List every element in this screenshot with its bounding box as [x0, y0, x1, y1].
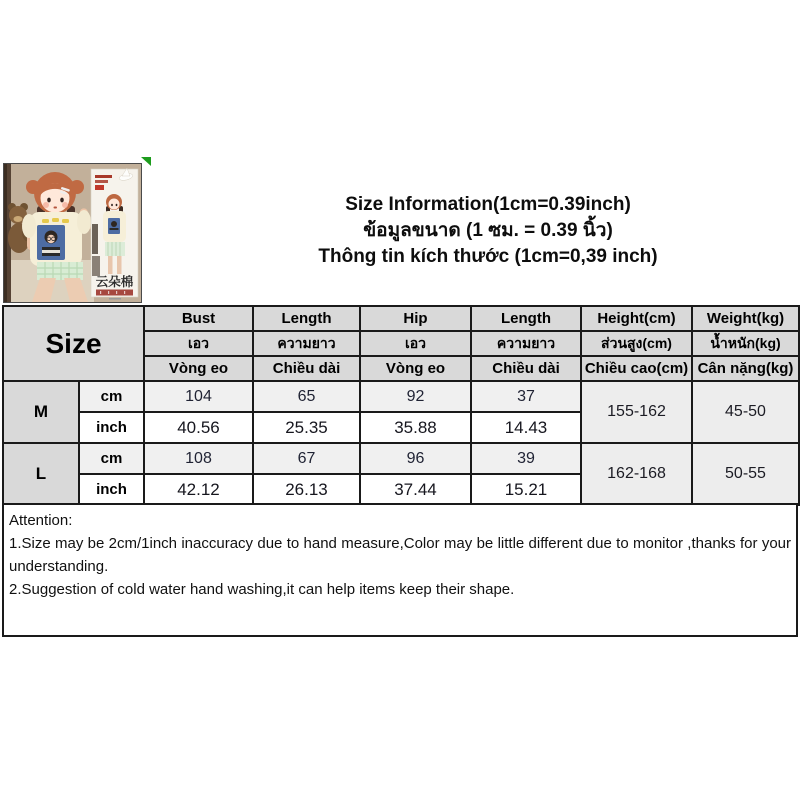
- col-header-length-en: Length: [253, 306, 360, 331]
- l-hip-inch: 37.44: [360, 474, 471, 505]
- attention-note-1: 1.Size may be 2cm/1inch inaccuracy due to hand measure,Color may be little different due to monitor ,thanks for your understanding.: [9, 535, 791, 575]
- col-header-weight-en: Weight(kg): [692, 306, 799, 331]
- m-length-cm: 65: [253, 381, 360, 412]
- m-hip-cm: 92: [360, 381, 471, 412]
- product-photo-illustration: [4, 164, 141, 302]
- title-english: Size Information(1cm=0.39inch): [345, 194, 631, 215]
- col-header-height-en: Height(cm): [581, 306, 692, 331]
- m-height-range: 155-162: [581, 381, 692, 443]
- l-length-inch: 26.13: [253, 474, 360, 505]
- m-bust-inch: 40.56: [144, 412, 253, 443]
- brand-banner: [91, 168, 138, 300]
- col-header-hip-en: Hip: [360, 306, 471, 331]
- size-l-label: L: [3, 443, 79, 505]
- unit-label-inch: inch: [79, 412, 144, 443]
- unit-label-cm: cm: [79, 381, 144, 412]
- attention-box: [2, 503, 798, 637]
- col-header-bust-en: Bust: [144, 306, 253, 331]
- col-header-length2-vi: Chiều dài: [471, 356, 581, 381]
- col-header-weight-th: น้ำหนัก(kg): [692, 331, 799, 356]
- product-photo: [3, 163, 142, 303]
- brand-label: 云朵棉: [95, 275, 134, 289]
- size-m-label: M: [3, 381, 79, 443]
- size-table: [2, 305, 800, 506]
- table-row-l-cm: [3, 443, 799, 474]
- m-weight-range: 45-50: [692, 381, 799, 443]
- l-bust-cm: 108: [144, 443, 253, 474]
- m-length2-inch: 14.43: [471, 412, 581, 443]
- l-length2-inch: 15.21: [471, 474, 581, 505]
- col-header-height-vi: Chiều cao(cm): [581, 356, 692, 381]
- m-length-inch: 25.35: [253, 412, 360, 443]
- attention-heading: Attention:: [9, 512, 73, 529]
- col-header-length2-en: Length: [471, 306, 581, 331]
- col-header-hip-vi: Vòng eo: [360, 356, 471, 381]
- attention-note-2: 2.Suggestion of cold water hand washing,it can help items keep their shape.: [9, 581, 515, 598]
- unit-label-inch: inch: [79, 474, 144, 505]
- header-row-english: [3, 306, 799, 331]
- title-vietnamese: Thông tin kích thước (1cm=0,39 inch): [318, 246, 658, 267]
- size-header-cell: Size: [3, 306, 144, 381]
- l-height-range: 162-168: [581, 443, 692, 505]
- m-length2-cm: 37: [471, 381, 581, 412]
- col-header-height-th: ส่วนสูง(cm): [581, 331, 692, 356]
- col-header-hip-th: เอว: [360, 331, 471, 356]
- col-header-weight-vi: Cân nặng(kg): [692, 356, 799, 381]
- col-header-bust-th: เอว: [144, 331, 253, 356]
- l-length-cm: 67: [253, 443, 360, 474]
- title-thai: ข้อมูลขนาด (1 ซม. = 0.39 นิ้ว): [363, 220, 613, 241]
- l-length2-cm: 39: [471, 443, 581, 474]
- table-row-m-cm: [3, 381, 799, 412]
- unit-label-cm: cm: [79, 443, 144, 474]
- title-block: [288, 192, 688, 270]
- l-weight-range: 50-55: [692, 443, 799, 505]
- col-header-length-vi: Chiều dài: [253, 356, 360, 381]
- l-hip-cm: 96: [360, 443, 471, 474]
- col-header-bust-vi: Vòng eo: [144, 356, 253, 381]
- col-header-length-th: ความยาว: [253, 331, 360, 356]
- m-hip-inch: 35.88: [360, 412, 471, 443]
- m-bust-cm: 104: [144, 381, 253, 412]
- col-header-length2-th: ความยาว: [471, 331, 581, 356]
- green-corner-marker-icon: [141, 157, 151, 166]
- l-bust-inch: 42.12: [144, 474, 253, 505]
